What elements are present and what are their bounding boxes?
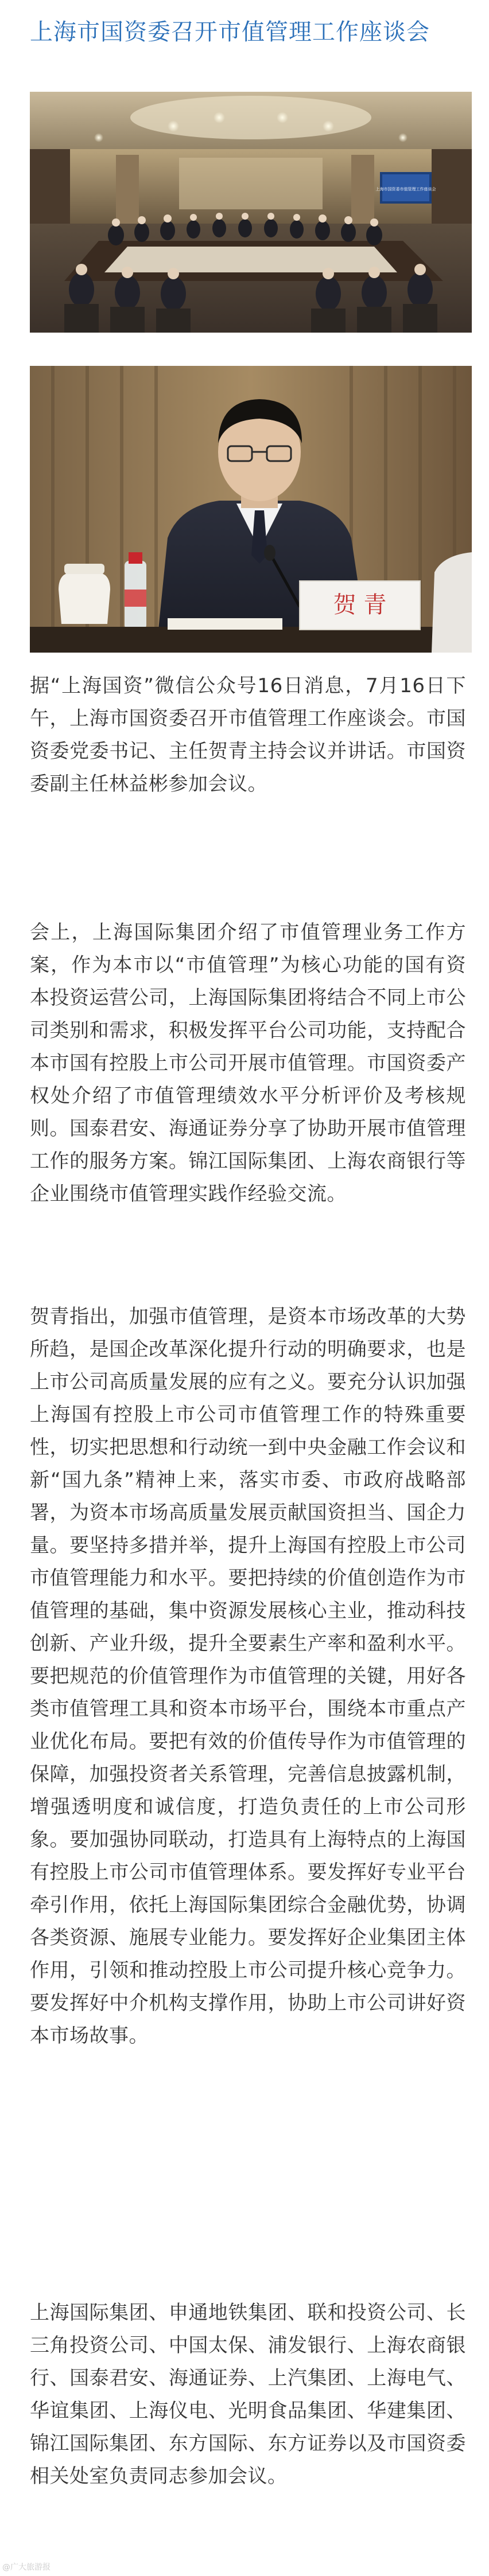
source-watermark: @广大旅游报: [2, 2563, 51, 2572]
article-paragraph-4: 上海国际集团、申通地铁集团、联和投资公司、长三角投资公司、中国太保、浦发银行、上海农商银行、国泰君安、海通证券、上汽集团、上海电气、华谊集团、上海仪电、光明食品集团、华建集团、锦江国际集团、东方国际、东方证券以及市国资委相关处室负责同志参加会议。: [30, 2301, 466, 2488]
article-paragraph-3: 贺青指出，加强市值管理，是资本市场改革的大势所趋，是国企改革深化提升行动的明确要求，也是上市公司高质量发展的应有之义。要充分认识加强上海国有控股上市公司市值管理工作的特殊重要性，切实把思想和行动统一到中央金融工作会议和新“国九条”精神上来，落实市委、市政府战略部署，为资本市场高质量发展贡献国资担当、国企力量。要坚持多措并举，提升上海国有控股上市公司市值管理能力和水平。要把持续的价值创造作为市值管理的基础，集中资源发展核心主业，推动科技创新、产业升级，提升全要素生产率和盈利水平。要把规范的价值管理作为市值管理的关键，用好各类市值管理工具和资本市场平台，围绕本市重点产业优化布局。要把有效的价值传导作为市值管理的保障，加强投资者关系管理，完善信息披露机制，增强透明度和诚信度，打造负责任的上市公司形象。要加强协同联动，打造具有上海特点的上海国有控股上市公司市值管理体系。要发挥好专业平台牵引作用，依托上海国际集团综合金融优势，协调各类资源、施展专业能力。要发挥好企业集团主体作用，引领和推动控股上市公司提升核心竞争力。要发挥好中介机构支撑作用，协助上市公司讲好资本市场故事。: [30, 1305, 466, 2047]
article-paragraph-1: 据“上海国资”微信公众号16日消息，7月16日下午，上海市国资委召开市值管理工作座谈会。市国资委党委书记、主任贺青主持会议并讲话。市国资委副主任林益彬参加会议。: [30, 674, 466, 795]
meeting-room-photo: [30, 92, 472, 333]
screen-text: 上海市国资委市值管理工作座谈会: [375, 187, 436, 192]
article-paragraph-2: 会上，上海国际集团介绍了市值管理业务工作方案，作为本市以“市值管理”为核心功能的国有资本投资运营公司，上海国际集团将结合不同上市公司类别和需求，积极发挥平台公司功能，支持配合本市国有控股上市公司开展市值管理。市国资委产权处介绍了市值管理绩效水平分析评价及考核规则。国泰君安、海通证券分享了协助开展市值管理工作的服务方案。锦江国际集团、上海农商银行等企业围绕市值管理实践作经验交流。: [30, 921, 466, 1205]
nameplate-text: 贺 青: [333, 592, 387, 618]
article-title: 上海市国资委召开市值管理工作座谈会: [30, 19, 430, 45]
speaker-photo: [30, 366, 472, 653]
